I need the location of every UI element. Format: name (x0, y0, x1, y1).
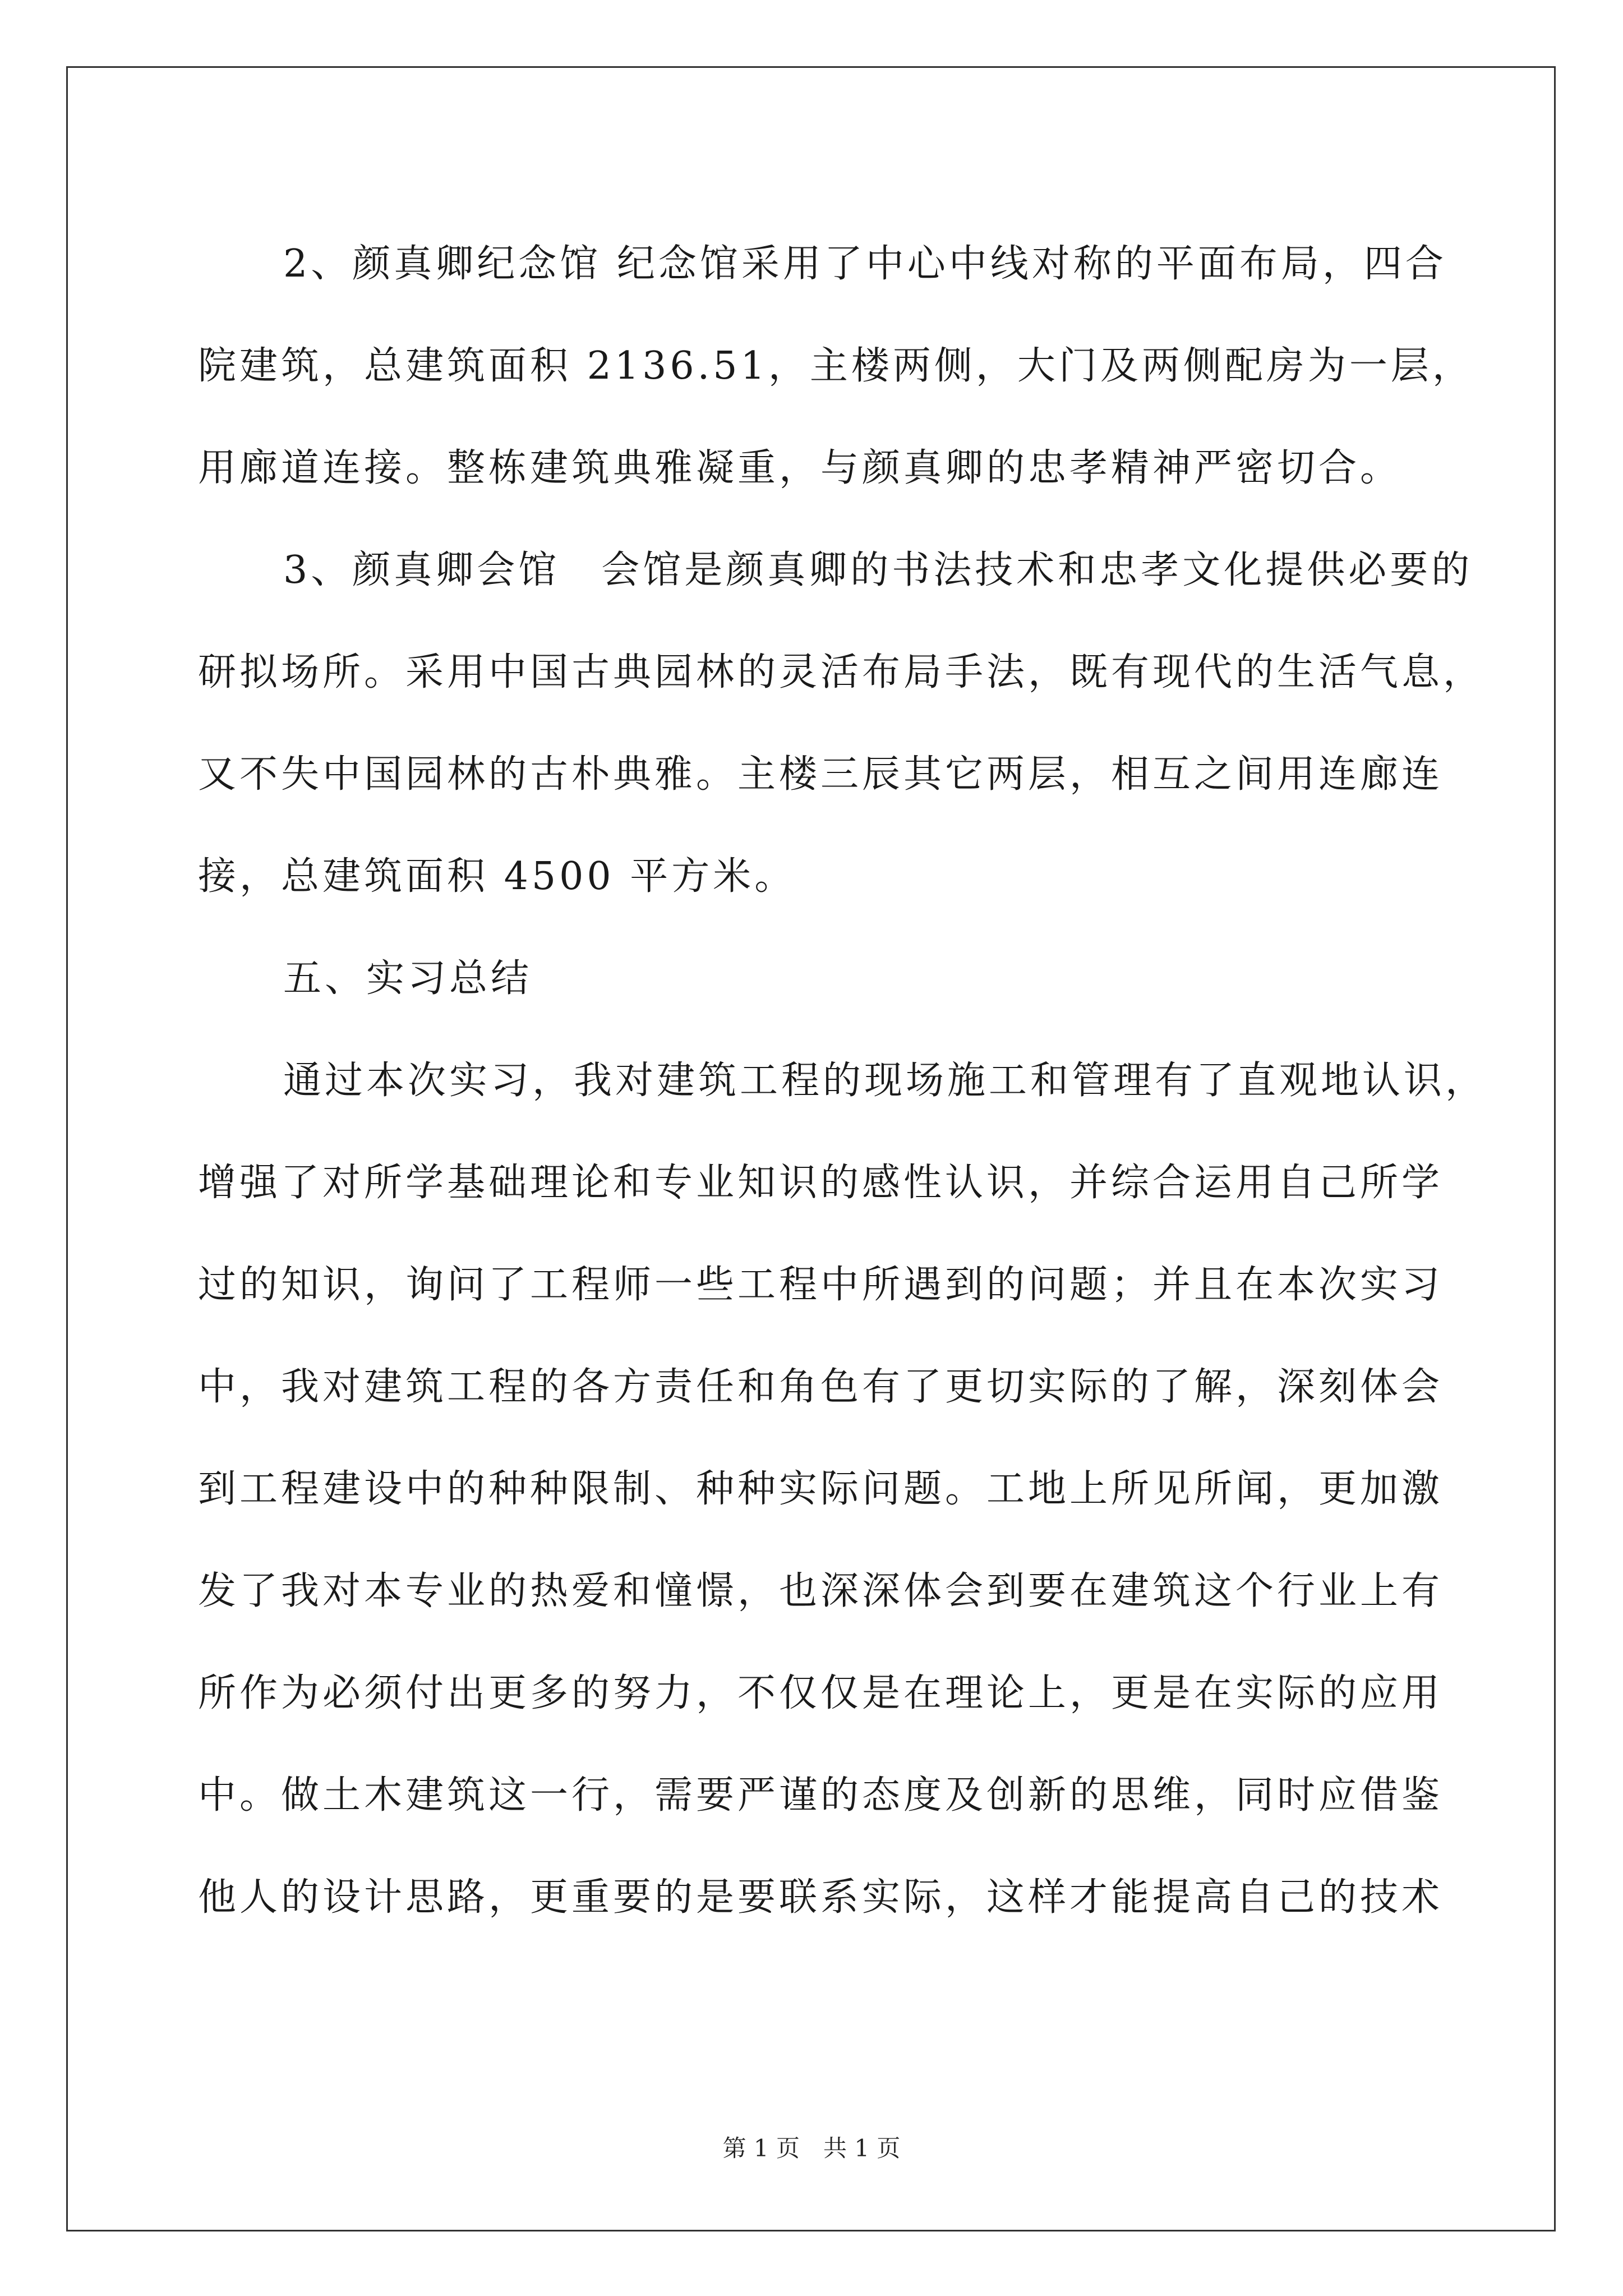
text-line: 接，总建筑面积 4500 平方米。 (198, 854, 796, 899)
section-heading: 五、实习总结 (283, 956, 533, 1001)
text-line: 所作为必须付出更多的努力，不仅仅是在理论上，更是在实际的应用 (198, 1671, 1444, 1715)
text-line: 中，我对建筑工程的各方责任和角色有了更切实际的了解，深刻体会 (198, 1365, 1444, 1409)
text-line: 他人的设计思路，更重要的是要联系实际，这样才能提高自己的技术 (198, 1875, 1444, 1920)
text-line: 到工程建设中的种种限制、种种实际问题。工地上所见所闻，更加激 (198, 1467, 1444, 1511)
text-line: 研拟场所。采用中国古典园林的灵活布局手法，既有现代的生活气息， (198, 650, 1485, 694)
document-body (198, 213, 1487, 1949)
text-line: 又不失中国园林的古朴典雅。主楼三辰其它两层，相互之间用连廊连 (198, 752, 1444, 797)
text-line: 3、颜真卿会馆 会馆是颜真卿的书法技术和忠孝文化提供必要的 (283, 548, 1473, 592)
text-line: 2、颜真卿纪念馆 纪念馆采用了中心中线对称的平面布局，四合 (283, 242, 1447, 286)
text-line: 用廊道连接。整栋建筑典雅凝重，与颜真卿的忠孝精神严密切合。 (198, 446, 1402, 490)
text-line: 院建筑，总建筑面积 2136.51，主楼两侧，大门及两侧配房为一层， (198, 344, 1474, 388)
text-line: 中。做土木建筑这一行，需要严谨的态度及创新的思维，同时应借鉴 (198, 1773, 1444, 1818)
text-line: 增强了对所学基础理论和专业知识的感性认识，并综合运用自己所学 (198, 1161, 1444, 1205)
page-number-footer: 第 1 页 共 1 页 (722, 2134, 901, 2162)
text-line: 过的知识，询问了工程师一些工程中所遇到的问题；并且在本次实习 (198, 1263, 1444, 1307)
text-line: 发了我对本专业的热爱和憧憬，也深深体会到要在建筑这个行业上有 (198, 1569, 1444, 1613)
text-line: 通过本次实习，我对建筑工程的现场施工和管理有了直观地认识， (283, 1059, 1487, 1103)
